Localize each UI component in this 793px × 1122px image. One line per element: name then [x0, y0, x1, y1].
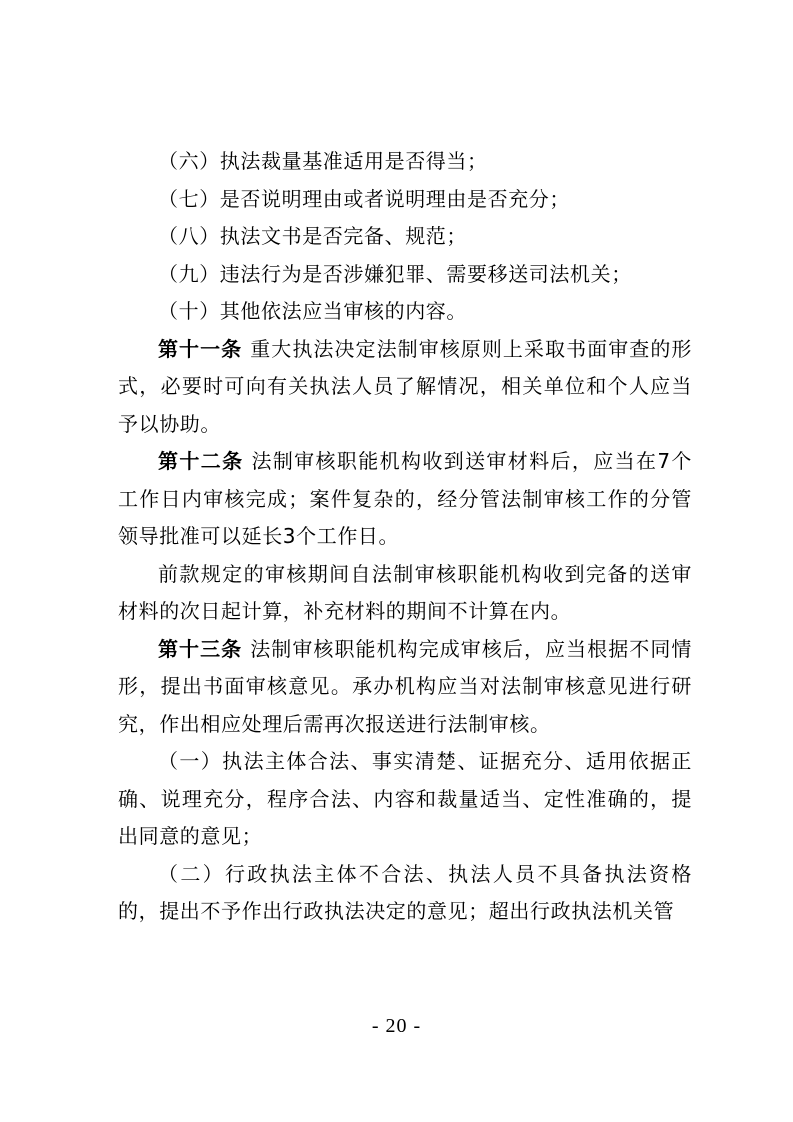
article-heading: 第十三条 [158, 636, 243, 661]
paragraph-item-8 [118, 218, 692, 256]
paragraph-text: （九）违法行为是否涉嫌犯罪、需要移送司法机关； [158, 261, 632, 286]
article-12-paragraph-2 [118, 556, 692, 631]
paragraph-item-7 [118, 181, 692, 219]
paragraph-text: 重大执法决定法制审核原则上采取书面审查的形式，必要时可向有关执法人员了解情况，相关单位和个人应当予以协助。 [118, 336, 692, 436]
paragraph-text: 法制审核职能机构完成审核后，应当根据不同情形，提出书面审核意见。承办机构应当对法制审核意见进行研究，作出相应处理后需再次报送进行法制审核。 [118, 636, 692, 736]
paragraph-item-6 [118, 143, 692, 181]
paragraph-text: 法制审核职能机构收到送审材料后，应当在7个工作日内审核完成；案件复杂的，经分管法制审核工作的分管领导批准可以延长3个工作日。 [118, 449, 692, 548]
paragraph-text: （一）执法主体合法、事实清楚、证据充分、适用依据正确、说理充分，程序合法、内容和裁量适当、定性准确的，提出同意的意见； [118, 749, 692, 848]
paragraph-item-10 [118, 293, 692, 331]
article-11 [118, 331, 692, 444]
article-13-item-1 [118, 743, 692, 856]
page-number: - 20 - [371, 1015, 422, 1037]
paragraph-text: （八）执法文书是否完备、规范； [158, 224, 467, 248]
paragraph-text: （十）其他依法应当审核的内容。 [158, 299, 467, 323]
article-13-item-2 [118, 856, 692, 931]
paragraph-item-9 [118, 256, 692, 294]
paragraph-text: 前款规定的审核期间自法制审核职能机构收到完备的送审材料的次日起计算，补充材料的期间不计算在内。 [118, 561, 692, 623]
article-13 [118, 631, 692, 744]
paragraph-text: （七）是否说明理由或者说明理由是否充分； [158, 186, 570, 211]
article-heading: 第十二条 [158, 449, 244, 473]
paragraph-text: （六）执法裁量基准适用是否得当； [158, 149, 488, 173]
document-body [118, 143, 692, 931]
article-heading: 第十一条 [158, 336, 243, 361]
article-12 [118, 443, 692, 556]
paragraph-text: （二）行政执法主体不合法、执法人员不具备执法资格的，提出不予作出行政执法决定的意见；超出行政执法机关管 [118, 861, 692, 923]
